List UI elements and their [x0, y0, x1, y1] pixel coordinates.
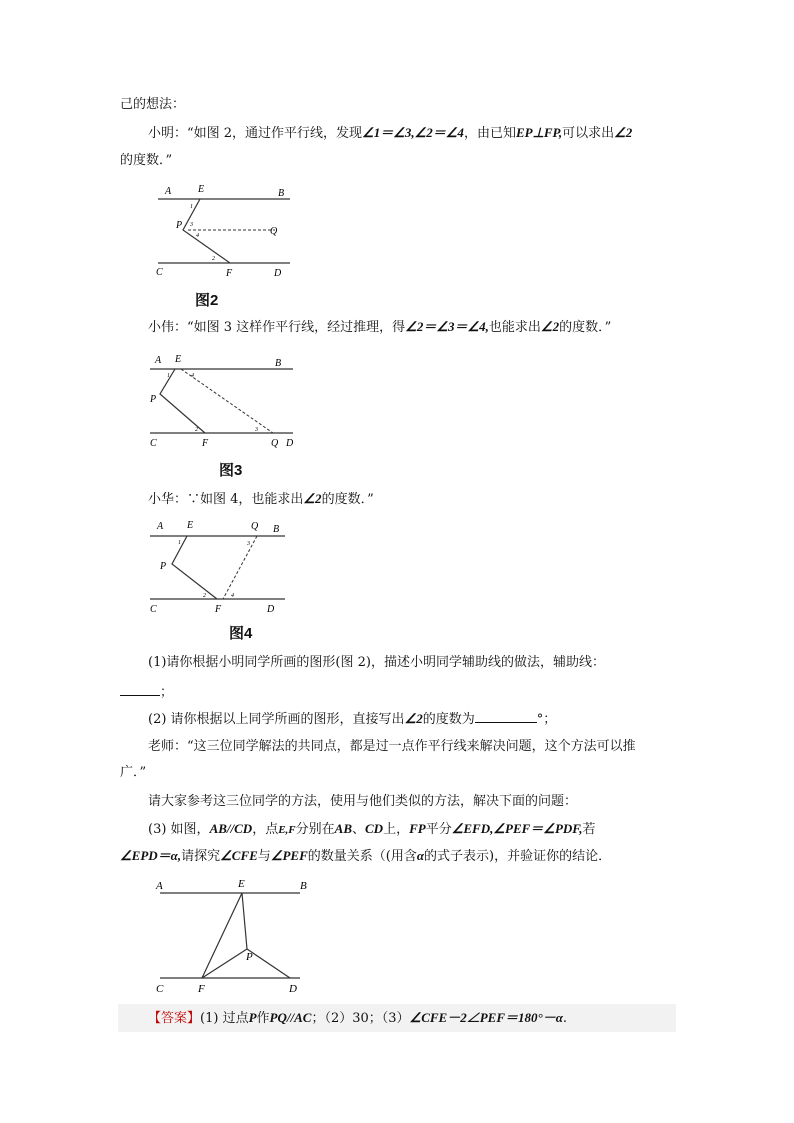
math-fragment: ∠2	[404, 711, 423, 726]
text-fragment: ，由已知	[463, 126, 516, 141]
text-fragment: (3) 如图，	[148, 822, 210, 837]
label-q: Q	[251, 521, 259, 532]
answer-blank	[475, 710, 537, 723]
math-fragment: EP⊥FP,	[515, 125, 563, 140]
math-fragment: AB	[334, 821, 352, 836]
angle-1: 1	[190, 204, 193, 210]
math-fragment: ∠CFE－2∠PEF＝180°－α	[409, 1010, 563, 1025]
text-fragment: 与	[257, 849, 271, 864]
segment-pd	[247, 949, 290, 978]
label-b: B	[278, 188, 285, 199]
math-fragment: ∠2	[303, 491, 322, 506]
label-d: D	[267, 604, 275, 615]
text-fragment: °；	[536, 712, 557, 727]
label-c: C	[150, 604, 157, 615]
math-fragment: α	[416, 848, 425, 863]
answer-line	[148, 1009, 567, 1028]
math-fragment: PQ//AC	[269, 1010, 312, 1025]
text-fragment: 的度数．”	[321, 492, 374, 507]
xiaowei-statement	[148, 318, 611, 337]
text-fragment: 若	[582, 822, 596, 837]
text-fragment: 的度数．”	[559, 320, 612, 335]
label-p: P	[176, 220, 183, 231]
label-d: D	[289, 983, 297, 995]
text-fragment: 、	[352, 822, 366, 837]
text-fragment: 小明：“如图 2，通过作平行线，发现	[148, 126, 363, 141]
label-f: F	[215, 604, 222, 615]
angle-3: 3	[255, 427, 258, 433]
label-c: C	[156, 983, 164, 995]
text-fragment: (2) 请你根据以上同学所画的图形，直接写出	[148, 712, 405, 727]
label-f: F	[226, 268, 233, 279]
answer-tag: 【答案】	[148, 1011, 201, 1026]
label-e: E	[238, 878, 245, 890]
angle-3: 3	[247, 541, 250, 547]
text-fragment: .	[562, 1011, 568, 1026]
label-q: Q	[270, 226, 278, 237]
math-fragment: AB//CD	[209, 821, 253, 836]
question-3-cont	[120, 847, 611, 866]
instruction-text: 请大家参考这三位同学的方法，使用与他们类似的方法，解决下面的问题：	[148, 794, 578, 809]
label-c: C	[156, 267, 163, 278]
angle-4: 4	[196, 233, 199, 239]
text-fragment: ；	[160, 685, 174, 700]
text-fragment: ，点	[252, 822, 279, 837]
segment-ep	[242, 893, 247, 949]
text-fragment: 请探究	[181, 849, 221, 864]
text-fragment: 也能求出	[488, 320, 541, 335]
angle-1: 1	[167, 373, 170, 379]
figure-4-caption: 图4	[229, 625, 253, 642]
text-fragment: 作	[256, 1011, 270, 1026]
text-fragment: 平分	[425, 822, 452, 837]
angle-4: 4	[191, 373, 194, 379]
math-fragment: E,F	[278, 824, 296, 836]
angle-3: 3	[190, 222, 193, 228]
math-fragment: ∠PEF	[270, 848, 308, 863]
text-fragment: (1) 过点	[200, 1011, 249, 1026]
question-3	[148, 820, 596, 839]
label-b: B	[273, 524, 280, 535]
label-b: B	[275, 358, 282, 369]
figure-3-caption: 图3	[219, 462, 243, 479]
math-fragment: ∠EFD,∠PEF＝∠PDF,	[451, 821, 583, 836]
figure-3	[145, 350, 300, 450]
figure-2-caption: 图2	[195, 292, 219, 309]
text-fragment: ；（2）30；（3）	[311, 1011, 410, 1026]
question-1-answer-line	[120, 683, 173, 702]
math-fragment: P	[248, 1010, 257, 1025]
math-fragment: ∠2	[540, 319, 560, 334]
xiaoming-statement	[148, 124, 632, 143]
label-f: F	[202, 438, 209, 449]
xiaoming-statement-cont: 的度数．”	[120, 153, 173, 168]
label-d: D	[286, 438, 294, 449]
intro-text: 己的想法：	[120, 97, 186, 112]
teacher-statement-cont: 广．”	[120, 765, 147, 780]
angle-2: 2	[212, 256, 215, 262]
text-fragment: 小伟：“如图 3 这样作平行线，经过推理，得	[148, 320, 406, 335]
angle-2: 2	[203, 593, 206, 599]
figure-2	[150, 180, 300, 280]
label-q: Q	[271, 438, 279, 449]
text-fragment: 上，	[383, 822, 410, 837]
angle-4: 4	[231, 593, 234, 599]
label-a: A	[156, 880, 163, 892]
question-1: (1)请你根据小明同学所画的图形(图 2)，描述小明同学辅助线的做法，辅助线：	[148, 655, 605, 670]
label-p: P	[160, 561, 167, 572]
label-e: E	[175, 354, 182, 365]
math-fragment: ∠CFE	[220, 848, 258, 863]
label-e: E	[187, 520, 194, 531]
label-d: D	[274, 268, 282, 279]
figure-4	[145, 516, 290, 616]
text-fragment: 的度数为	[422, 712, 475, 727]
label-p: P	[150, 394, 157, 405]
text-fragment: 的数量关系（(用含	[307, 849, 417, 864]
math-fragment: CD	[365, 821, 384, 836]
text-fragment: 可以求出	[562, 126, 615, 141]
math-fragment: ∠EPD＝α,	[120, 848, 182, 863]
label-a: A	[157, 521, 164, 532]
math-fragment: ∠2	[614, 125, 633, 140]
question-2	[148, 710, 556, 729]
angle-2: 2	[195, 427, 198, 433]
label-a: A	[165, 186, 172, 197]
label-e: E	[198, 184, 205, 195]
text-fragment: 的式子表示)，并验证你的结论．	[424, 849, 612, 864]
label-c: C	[150, 438, 157, 449]
text-fragment: 小华：∵如图 4，也能求出	[148, 492, 304, 507]
line-qf	[223, 536, 257, 599]
math-fragment: ∠1＝∠3,∠2＝∠4	[362, 125, 464, 140]
teacher-statement: 老师：“这三位同学解法的共同点，都是过一点作平行线来解决问题，这个方法可以推	[148, 739, 636, 754]
text-fragment: 分别在	[295, 822, 335, 837]
label-b: B	[300, 880, 307, 892]
math-fragment: ∠2＝∠3＝∠4,	[405, 319, 489, 334]
figure-problem-3	[150, 874, 320, 999]
label-f: F	[198, 983, 205, 995]
label-p: P	[246, 951, 253, 963]
answer-box	[118, 1004, 676, 1032]
label-a: A	[155, 355, 162, 366]
angle-1: 1	[178, 540, 181, 546]
answer-blank	[120, 683, 160, 696]
math-fragment: FP	[409, 821, 426, 836]
xiaohua-statement	[148, 490, 374, 509]
